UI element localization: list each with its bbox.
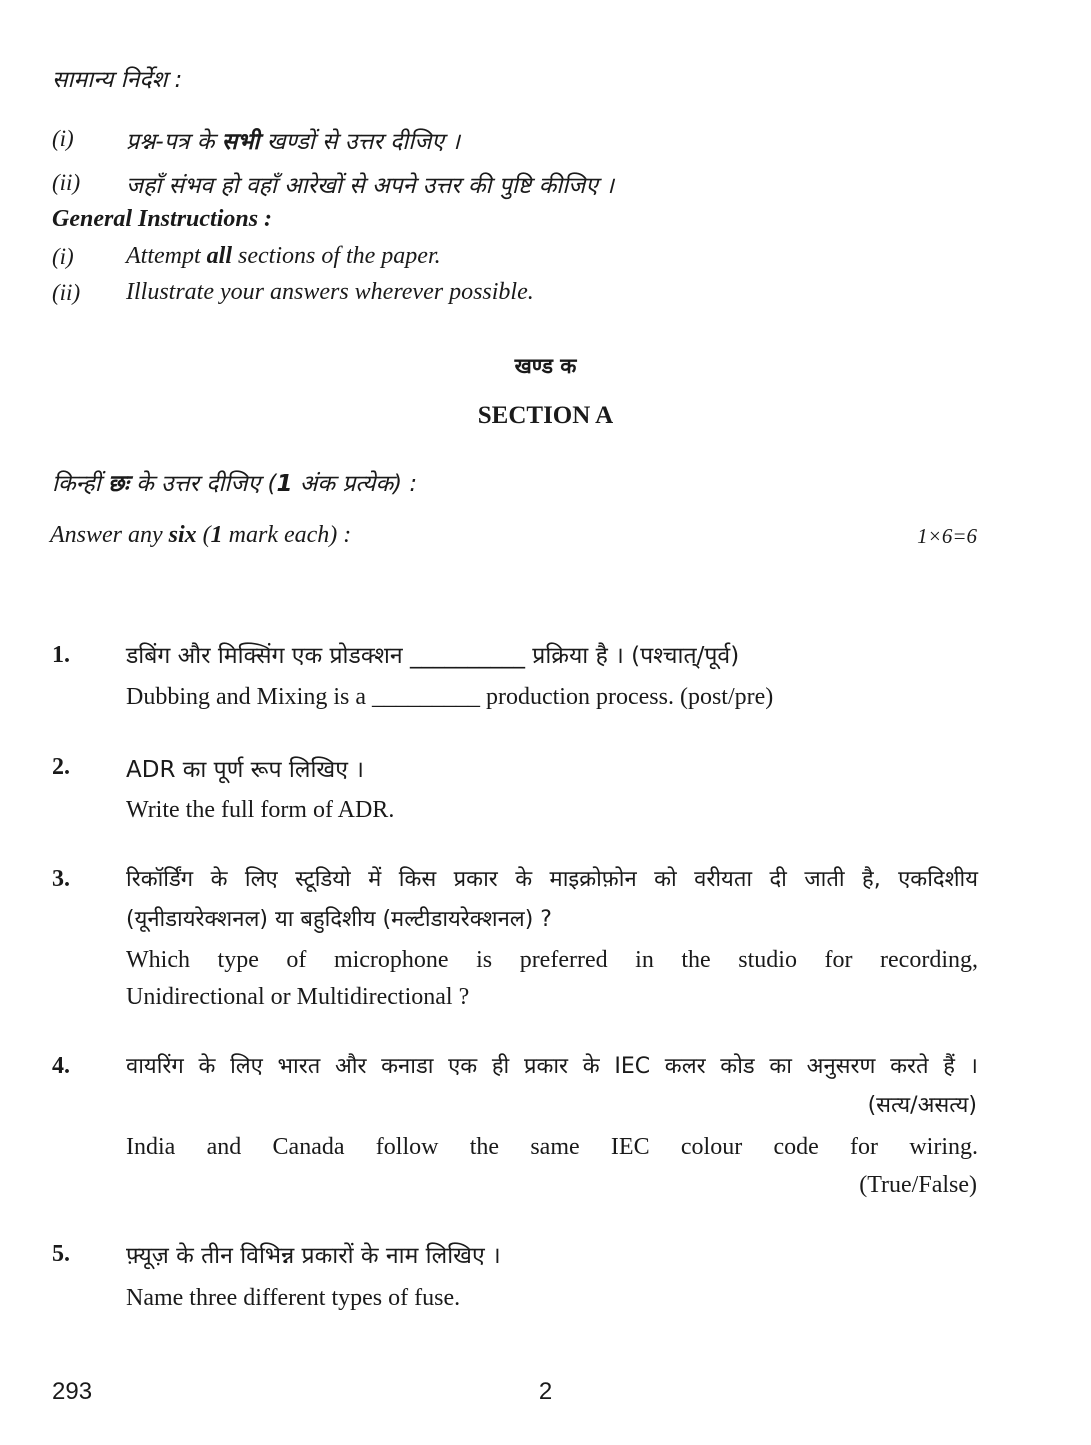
section-hindi-direction: किन्हीं छः के उत्तर दीजिए (1 अंक प्रत्येक) : [52,471,418,497]
question-3-number: 3. [52,866,70,892]
question-4-hindi-line-1: वायरिंग के लिए भारत और कनाडा एक ही प्रकार के IEC कलर कोड का अनुसरण करते हैं । [126,1054,978,1079]
question-4-english-line-1: India and Canada follow the same IEC colour code for wiring. [126,1134,978,1160]
question-1-english: Dubbing and Mixing is a _________ production process. (post/pre) [126,684,774,710]
question-2-english: Write the full form of ADR. [126,797,395,823]
general-instruction-1-marker: (i) [52,244,74,269]
page-number: 2 [538,1378,553,1405]
question-5-hindi: फ़्यूज़ के तीन विभिन्न प्रकारों के नाम लिखिए । [126,1243,501,1269]
question-5-number: 5. [52,1241,70,1267]
question-4-english-option: (True/False) [859,1172,977,1198]
question-3-hindi-line-1: रिकॉर्डिंग के लिए स्टूडियो में किस प्रकार के माइक्रोफ़ोन को वरीयता दी जाती है, एकदिशीय [126,867,978,892]
question-4-hindi-option: (सत्य/असत्य) [867,1093,977,1118]
general-instructions-heading: General Instructions : [52,206,273,232]
section-marks: 1×6=6 [917,524,977,548]
section-hindi-title: खण्ड क [514,354,577,378]
section-english-direction: Answer any six (1 mark each) : [50,522,352,548]
question-5-english: Name three different types of fuse. [126,1285,461,1311]
hindi-instruction-1: प्रश्न-पत्र के सभी खण्डों से उत्तर दीजिए । [126,129,461,155]
paper-code: 293 [52,1378,93,1405]
question-3-english-line-2: Unidirectional or Multidirectional ? [126,984,470,1010]
hindi-instruction-1-marker: (i) [52,126,74,151]
general-instruction-2-marker: (ii) [52,280,81,305]
question-3-english-line-1: Which type of microphone is preferred in the studio for recording, [126,947,978,973]
question-1-hindi: डबिंग और मिक्सिंग एक प्रोडक्शन __________ प्रक्रिया है । (पश्चात्/पूर्व) [126,643,740,669]
hindi-instructions-heading: सामान्य निर्देश : [52,67,183,93]
question-4-number: 4. [52,1053,70,1079]
question-2-number: 2. [52,754,70,780]
question-2-hindi: ADR का पूर्ण रूप लिखिए । [126,757,364,783]
general-instruction-1: Attempt all sections of the paper. [126,243,441,269]
hindi-instruction-2-marker: (ii) [52,170,81,195]
general-instruction-2: Illustrate your answers wherever possible. [126,279,534,305]
question-1-number: 1. [52,642,70,668]
question-3-hindi-line-2: (यूनीडायरेक्शनल) या बहुदिशीय (मल्टीडायरेक्शनल) ? [126,907,552,932]
hindi-instruction-2: जहाँ संभव हो वहाँ आरेखों से अपने उत्तर की पुष्टि कीजिए । [126,173,614,199]
section-english-title: SECTION A [477,402,614,429]
